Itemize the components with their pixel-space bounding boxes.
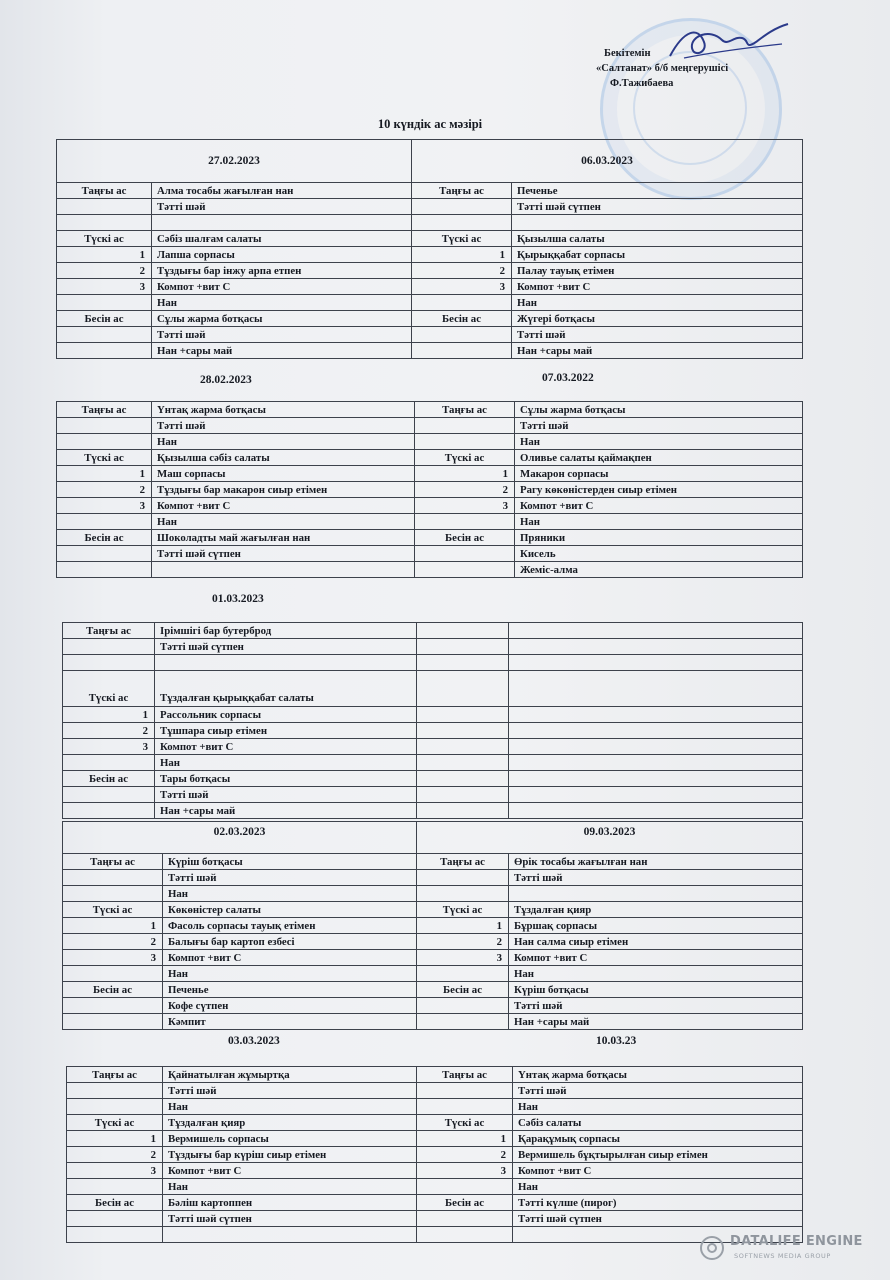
meal-cell [63, 966, 163, 982]
dish-cell: Шоколадты май жағылған нан [152, 530, 415, 546]
dish-cell: Компот +вит С [163, 950, 417, 966]
dish-cell: Нан [509, 966, 803, 982]
meal-cell: 1 [57, 466, 152, 482]
meal-cell: 3 [417, 950, 509, 966]
menu-row [57, 530, 803, 546]
menu-row [57, 199, 803, 215]
dish-cell: Нан [163, 1179, 417, 1195]
dish-cell: Компот +вит С [152, 498, 415, 514]
menu-row [63, 739, 803, 755]
dish-cell: Рагу көкөністерден сиыр етімен [515, 482, 803, 498]
meal-cell [67, 1227, 163, 1243]
dish-cell: Компот +вит С [152, 279, 412, 295]
menu-row [67, 1227, 803, 1243]
approval-line-3: Ф.Тажибаева [610, 78, 674, 89]
meal-cell: Түскі ас [57, 450, 152, 466]
meal-cell [417, 803, 509, 819]
dish-cell [163, 1227, 417, 1243]
menu-row [57, 231, 803, 247]
meal-cell [417, 739, 509, 755]
meal-cell [415, 514, 515, 530]
dish-cell: Нан [513, 1099, 803, 1115]
dish-cell: Нан [512, 295, 803, 311]
meal-cell [57, 199, 152, 215]
approval-line-1: Бекітемін [604, 48, 651, 59]
menu-row [57, 263, 803, 279]
meal-cell: 1 [67, 1131, 163, 1147]
dish-cell: Фасоль сорпасы тауық етімен [163, 918, 417, 934]
meal-cell: 1 [417, 918, 509, 934]
dish-cell: Жүгері ботқасы [512, 311, 803, 327]
meal-cell: Бесін ас [415, 530, 515, 546]
meal-cell [67, 1099, 163, 1115]
meal-cell [63, 787, 155, 803]
dish-cell: Күріш ботқасы [163, 854, 417, 870]
dish-cell: Тұздығы бар інжу арпа етпен [152, 263, 412, 279]
meal-cell [412, 215, 512, 231]
dish-cell [152, 562, 415, 578]
menu-row [63, 671, 803, 707]
menu-row [57, 295, 803, 311]
meal-cell [412, 295, 512, 311]
meal-cell [57, 434, 152, 450]
datalife-logo-icon [700, 1236, 724, 1260]
dish-cell [509, 803, 803, 819]
dish-cell: Қайнатылған жұмыртқа [163, 1067, 417, 1083]
meal-cell: 2 [57, 482, 152, 498]
date-header: 09.03.2023 [417, 822, 803, 854]
meal-cell: Таңғы ас [57, 183, 152, 199]
meal-cell [417, 723, 509, 739]
dish-cell: Тәтті шәй сүтпен [152, 546, 415, 562]
dish-cell: Нан [163, 1099, 417, 1115]
menu-row [57, 311, 803, 327]
dish-cell [155, 655, 417, 671]
dish-cell: Тұшпара сиыр етімен [155, 723, 417, 739]
meal-cell [417, 1211, 513, 1227]
menu-row [63, 771, 803, 787]
meal-cell: 2 [63, 934, 163, 950]
meal-cell: 3 [412, 279, 512, 295]
menu-row [63, 886, 803, 902]
dish-cell: Компот +вит С [512, 279, 803, 295]
meal-cell: Түскі ас [63, 902, 163, 918]
menu-row [57, 215, 803, 231]
meal-cell: 1 [415, 466, 515, 482]
dish-cell: Қарақұмық сорпасы [513, 1131, 803, 1147]
dish-cell: Тәтті шәй сүтпен [512, 199, 803, 215]
meal-cell [57, 215, 152, 231]
meal-cell: Таңғы ас [63, 623, 155, 639]
meal-cell [417, 1227, 513, 1243]
meal-cell [417, 639, 509, 655]
meal-cell [415, 562, 515, 578]
meal-cell: Түскі ас [63, 671, 155, 707]
dish-cell: Пряники [515, 530, 803, 546]
meal-cell: Таңғы ас [63, 854, 163, 870]
meal-cell [417, 1014, 509, 1030]
meal-cell: 2 [57, 263, 152, 279]
dish-cell: Компот +вит С [515, 498, 803, 514]
menu-row [57, 418, 803, 434]
meal-cell [57, 327, 152, 343]
meal-cell [57, 343, 152, 359]
meal-cell [417, 771, 509, 787]
menu-table-1 [56, 139, 803, 359]
dish-cell: Нан [163, 886, 417, 902]
meal-cell [63, 886, 163, 902]
menu-row [67, 1211, 803, 1227]
date-label: 03.03.2023 [228, 1035, 280, 1047]
dish-cell: Маш сорпасы [152, 466, 415, 482]
dish-cell: Нан +сары май [512, 343, 803, 359]
dish-cell: Нан +сары май [155, 803, 417, 819]
dish-cell: Компот +вит С [163, 1163, 417, 1179]
watermark-subtitle: SOFTNEWS MEDIA GROUP [734, 1252, 831, 1260]
menu-row [63, 707, 803, 723]
dish-cell: Макарон сорпасы [515, 466, 803, 482]
meal-cell: 1 [412, 247, 512, 263]
meal-cell: 3 [57, 279, 152, 295]
watermark [700, 1234, 870, 1268]
menu-row [67, 1147, 803, 1163]
dish-cell: Кисель [515, 546, 803, 562]
meal-cell: 3 [415, 498, 515, 514]
menu-row [63, 803, 803, 819]
meal-cell: 1 [63, 918, 163, 934]
dish-cell: Тұздалған қияр [509, 902, 803, 918]
menu-row [63, 950, 803, 966]
dish-cell [152, 215, 412, 231]
dish-cell: Тәтті күлше (пирог) [513, 1195, 803, 1211]
menu-row [63, 998, 803, 1014]
dish-cell: Нан салма сиыр етімен [509, 934, 803, 950]
dish-cell: Қызылша салаты [512, 231, 803, 247]
menu-row [57, 466, 803, 482]
meal-cell: Бесін ас [57, 311, 152, 327]
meal-cell: 3 [63, 950, 163, 966]
meal-cell: Таңғы ас [57, 402, 152, 418]
dish-cell: Нан [155, 755, 417, 771]
meal-cell [417, 886, 509, 902]
menu-table-4 [62, 821, 803, 1030]
meal-cell: Бесін ас [67, 1195, 163, 1211]
dish-cell: Бұршақ сорпасы [509, 918, 803, 934]
meal-cell: 2 [63, 723, 155, 739]
menu-row [67, 1179, 803, 1195]
dish-cell: Тәтті шәй [152, 418, 415, 434]
date-label: 07.03.2022 [542, 372, 594, 384]
dish-cell [509, 739, 803, 755]
dish-cell: Қызылша сәбіз салаты [152, 450, 415, 466]
menu-row [63, 623, 803, 639]
meal-cell [63, 803, 155, 819]
meal-cell [415, 434, 515, 450]
meal-cell [412, 327, 512, 343]
meal-cell: Бесін ас [417, 982, 509, 998]
dish-cell: Тәтті шәй [513, 1083, 803, 1099]
meal-cell: Түскі ас [412, 231, 512, 247]
date-header: 06.03.2023 [412, 140, 803, 183]
meal-cell [57, 418, 152, 434]
meal-cell [415, 546, 515, 562]
meal-cell: Таңғы ас [417, 1067, 513, 1083]
menu-row [57, 434, 803, 450]
dish-cell: Нан [152, 295, 412, 311]
menu-row [57, 279, 803, 295]
meal-cell: Түскі ас [57, 231, 152, 247]
dish-cell: Тәтті шәй сүтпен [155, 639, 417, 655]
menu-table-5 [66, 1066, 803, 1243]
meal-cell: 3 [63, 739, 155, 755]
dish-cell: Компот +вит С [509, 950, 803, 966]
menu-row [67, 1115, 803, 1131]
meal-cell: Таңғы ас [415, 402, 515, 418]
meal-cell [67, 1179, 163, 1195]
dish-cell [509, 671, 803, 707]
menu-row [57, 247, 803, 263]
meal-cell: Түскі ас [415, 450, 515, 466]
meal-cell [417, 1099, 513, 1115]
menu-row [67, 1131, 803, 1147]
menu-row [67, 1067, 803, 1083]
watermark-name: DATALIFE ENGINE [730, 1234, 863, 1249]
dish-cell: Тұздығы бар күріш сиыр етімен [163, 1147, 417, 1163]
meal-cell: 2 [417, 1147, 513, 1163]
date-label: 28.02.2023 [200, 374, 252, 386]
menu-row [63, 723, 803, 739]
dish-cell: Күріш ботқасы [509, 982, 803, 998]
approval-line-2: «Салтанат» б/б меңгерушісі [596, 63, 729, 74]
menu-row [57, 482, 803, 498]
meal-cell: Бесін ас [417, 1195, 513, 1211]
meal-cell [412, 343, 512, 359]
dish-cell [509, 755, 803, 771]
meal-cell [417, 1179, 513, 1195]
dish-cell: Печенье [512, 183, 803, 199]
dish-cell: Нан [152, 434, 415, 450]
meal-cell: 1 [63, 707, 155, 723]
meal-cell: Таңғы ас [67, 1067, 163, 1083]
dish-cell: Тәтті шәй [509, 998, 803, 1014]
menu-table-2 [56, 401, 803, 578]
dish-cell: Балығы бар картоп езбесі [163, 934, 417, 950]
date-header: 27.02.2023 [57, 140, 412, 183]
menu-row [63, 918, 803, 934]
menu-row [63, 639, 803, 655]
meal-cell [412, 199, 512, 215]
menu-row [63, 902, 803, 918]
meal-cell: Түскі ас [417, 1115, 513, 1131]
dish-cell: Үнтақ жарма ботқасы [513, 1067, 803, 1083]
date-label: 10.03.23 [596, 1035, 637, 1047]
menu-row [57, 498, 803, 514]
meal-cell [415, 418, 515, 434]
meal-cell [57, 562, 152, 578]
dish-cell: Тұздалған қырыққабат салаты [155, 671, 417, 707]
dish-cell: Нан [152, 514, 415, 530]
meal-cell: 3 [417, 1163, 513, 1179]
meal-cell: 2 [417, 934, 509, 950]
meal-cell: 2 [412, 263, 512, 279]
meal-cell: 3 [57, 498, 152, 514]
meal-cell [417, 671, 509, 707]
dish-cell: Тұздығы бар макарон сиыр етімен [152, 482, 415, 498]
meal-cell: Бесін ас [412, 311, 512, 327]
dish-cell: Тары ботқасы [155, 771, 417, 787]
dish-cell: Оливье салаты қаймақпен [515, 450, 803, 466]
dish-cell: Лапша сорпасы [152, 247, 412, 263]
dish-cell: Нан +сары май [509, 1014, 803, 1030]
date-header: 02.03.2023 [63, 822, 417, 854]
dish-cell: Бәліш картоппен [163, 1195, 417, 1211]
meal-cell [417, 755, 509, 771]
dish-cell: Тәтті шәй [155, 787, 417, 803]
dish-cell: Нан [515, 514, 803, 530]
menu-row [63, 966, 803, 982]
meal-cell: Түскі ас [67, 1115, 163, 1131]
meal-cell [417, 707, 509, 723]
dish-cell: Кәмпит [163, 1014, 417, 1030]
dish-cell [509, 639, 803, 655]
menu-row [63, 982, 803, 998]
meal-cell: Түскі ас [417, 902, 509, 918]
menu-row [63, 854, 803, 870]
menu-row [67, 1083, 803, 1099]
meal-cell: Бесін ас [63, 982, 163, 998]
meal-cell [417, 870, 509, 886]
dish-cell: Сәбіз шалғам салаты [152, 231, 412, 247]
dish-cell: Нан [163, 966, 417, 982]
dish-cell: Вермишель сорпасы [163, 1131, 417, 1147]
dish-cell: Жеміс-алма [515, 562, 803, 578]
dish-cell: Тәтті шәй [163, 870, 417, 886]
menu-row [57, 546, 803, 562]
dish-cell [509, 655, 803, 671]
meal-cell [417, 655, 509, 671]
dish-cell: Өрік тосабы жағылған нан [509, 854, 803, 870]
dish-cell [509, 623, 803, 639]
meal-cell [63, 639, 155, 655]
dish-cell: Нан [513, 1179, 803, 1195]
dish-cell: Алма тосабы жағылған нан [152, 183, 412, 199]
document-title: 10 күндік ас мәзірі [377, 117, 483, 131]
meal-cell [417, 623, 509, 639]
meal-cell [57, 295, 152, 311]
dish-cell: Қырыққабат сорпасы [512, 247, 803, 263]
menu-row [57, 183, 803, 199]
dish-cell: Компот +вит С [513, 1163, 803, 1179]
menu-row [63, 934, 803, 950]
dish-cell: Тәтті шәй [512, 327, 803, 343]
menu-row [63, 870, 803, 886]
dish-cell: Нан +сары май [152, 343, 412, 359]
menu-row [63, 1014, 803, 1030]
dish-cell: Нан [515, 434, 803, 450]
meal-cell: Бесін ас [57, 530, 152, 546]
menu-row [57, 327, 803, 343]
dish-cell [509, 787, 803, 803]
dish-cell: Тәтті шәй [163, 1083, 417, 1099]
meal-cell [417, 966, 509, 982]
dish-cell: Сәбіз салаты [513, 1115, 803, 1131]
dish-cell: Көкөністер салаты [163, 902, 417, 918]
meal-cell: Таңғы ас [412, 183, 512, 199]
meal-cell: 1 [417, 1131, 513, 1147]
meal-cell: 1 [57, 247, 152, 263]
dish-cell: Тәтті шәй [152, 327, 412, 343]
menu-row [57, 562, 803, 578]
meal-cell [57, 514, 152, 530]
menu-row [57, 402, 803, 418]
meal-cell: Таңғы ас [417, 854, 509, 870]
meal-cell [63, 755, 155, 771]
menu-table-3 [62, 622, 803, 819]
menu-row [63, 787, 803, 803]
dish-cell [509, 723, 803, 739]
dish-cell: Тұздалған қияр [163, 1115, 417, 1131]
dish-cell: Сұлы жарма ботқасы [515, 402, 803, 418]
dish-cell: Вермишель бұқтырылған сиыр етімен [513, 1147, 803, 1163]
meal-cell [63, 655, 155, 671]
dish-cell: Палау тауық етімен [512, 263, 803, 279]
meal-cell [417, 787, 509, 803]
dish-cell: Кофе сүтпен [163, 998, 417, 1014]
meal-cell [63, 998, 163, 1014]
menu-row [57, 343, 803, 359]
menu-row [67, 1195, 803, 1211]
meal-cell: Бесін ас [63, 771, 155, 787]
dish-cell: Компот +вит С [155, 739, 417, 755]
dish-cell: Тәтті шәй сүтпен [163, 1211, 417, 1227]
dish-cell: Тәтті шәй сүтпен [513, 1211, 803, 1227]
dish-cell: Тәтті шәй [152, 199, 412, 215]
meal-cell [417, 1083, 513, 1099]
dish-cell: Тәтті шәй [509, 870, 803, 886]
approval-block [596, 46, 796, 91]
meal-cell [417, 998, 509, 1014]
menu-row [57, 514, 803, 530]
dish-cell [509, 886, 803, 902]
menu-row [63, 655, 803, 671]
menu-row [57, 450, 803, 466]
meal-cell [63, 870, 163, 886]
meal-cell [63, 1014, 163, 1030]
menu-row [63, 755, 803, 771]
dish-cell [509, 771, 803, 787]
dish-cell: Рассольник сорпасы [155, 707, 417, 723]
meal-cell [67, 1083, 163, 1099]
meal-cell: 2 [67, 1147, 163, 1163]
dish-cell: Ірімшігі бар бутерброд [155, 623, 417, 639]
meal-cell: 3 [67, 1163, 163, 1179]
meal-cell [67, 1211, 163, 1227]
dish-cell: Сұлы жарма ботқасы [152, 311, 412, 327]
date-label: 01.03.2023 [212, 593, 264, 605]
dish-cell [512, 215, 803, 231]
menu-row [67, 1163, 803, 1179]
dish-cell: Тәтті шәй [515, 418, 803, 434]
dish-cell [509, 707, 803, 723]
dish-cell: Печенье [163, 982, 417, 998]
menu-row [67, 1099, 803, 1115]
meal-cell: 2 [415, 482, 515, 498]
meal-cell [57, 546, 152, 562]
dish-cell: Үнтақ жарма ботқасы [152, 402, 415, 418]
